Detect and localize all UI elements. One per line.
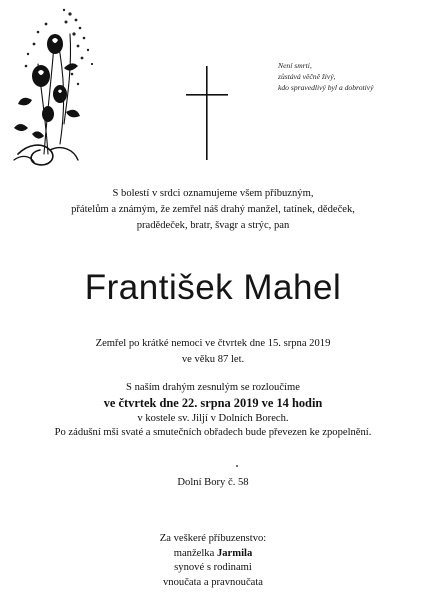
funeral-intro-line: S naším drahým zesnulým se rozloučíme — [126, 382, 300, 393]
survivors-wife-line — [0, 547, 426, 562]
quote-line: Není smrti, — [278, 61, 312, 70]
family-address: Dolní Bory č. 58 — [177, 477, 249, 488]
quote-line: zůstává věčně živý, — [278, 72, 336, 81]
intro-line: pradědeček, bratr, švagr a strýc, pan — [136, 220, 290, 231]
epigraph-quote — [278, 60, 424, 93]
intro-line: přátelům a známým, že zemřel náš drahý manžel, tatínek, dědeček, — [71, 204, 355, 215]
cross-icon — [186, 66, 228, 160]
funeral-date-line: ve čtvrtek dne 22. srpna 2019 ve 14 hodin — [103, 396, 323, 410]
survivors-header: Za veškeré příbuzenstvo: — [159, 533, 267, 544]
funeral-cremation-line: Po zádušní mši svaté a smutečních obřadech bude převezen ke zpopelnění. — [54, 427, 372, 438]
intro-line: S bolestí v srdci oznamujeme všem příbuzným, — [112, 188, 314, 199]
survivors-line: synové s rodinami — [174, 562, 252, 573]
death-line: ve věku 87 let. — [181, 354, 245, 365]
funeral-details — [0, 381, 426, 440]
wife-name: Jarmila — [216, 547, 253, 559]
quote-line: kdo spravedlivý byl a dobrotivý — [278, 83, 374, 92]
survivors-line: vnoučata a pravnoučata — [163, 576, 263, 588]
wife-prefix: manželka — [173, 547, 217, 559]
flower-bouquet-illustration — [8, 4, 100, 174]
deceased-name: František Mahel — [84, 268, 342, 307]
survivors-list — [0, 532, 426, 590]
death-line: Zemřel po krátké nemoci ve čtvrtek dne 15. srpna 2019 — [95, 338, 331, 349]
decorative-dot — [236, 465, 238, 467]
funeral-place-line: v kostele sv. Jiljí v Dolních Borech. — [137, 413, 289, 424]
announcement-intro — [0, 186, 426, 234]
death-details — [0, 336, 426, 368]
